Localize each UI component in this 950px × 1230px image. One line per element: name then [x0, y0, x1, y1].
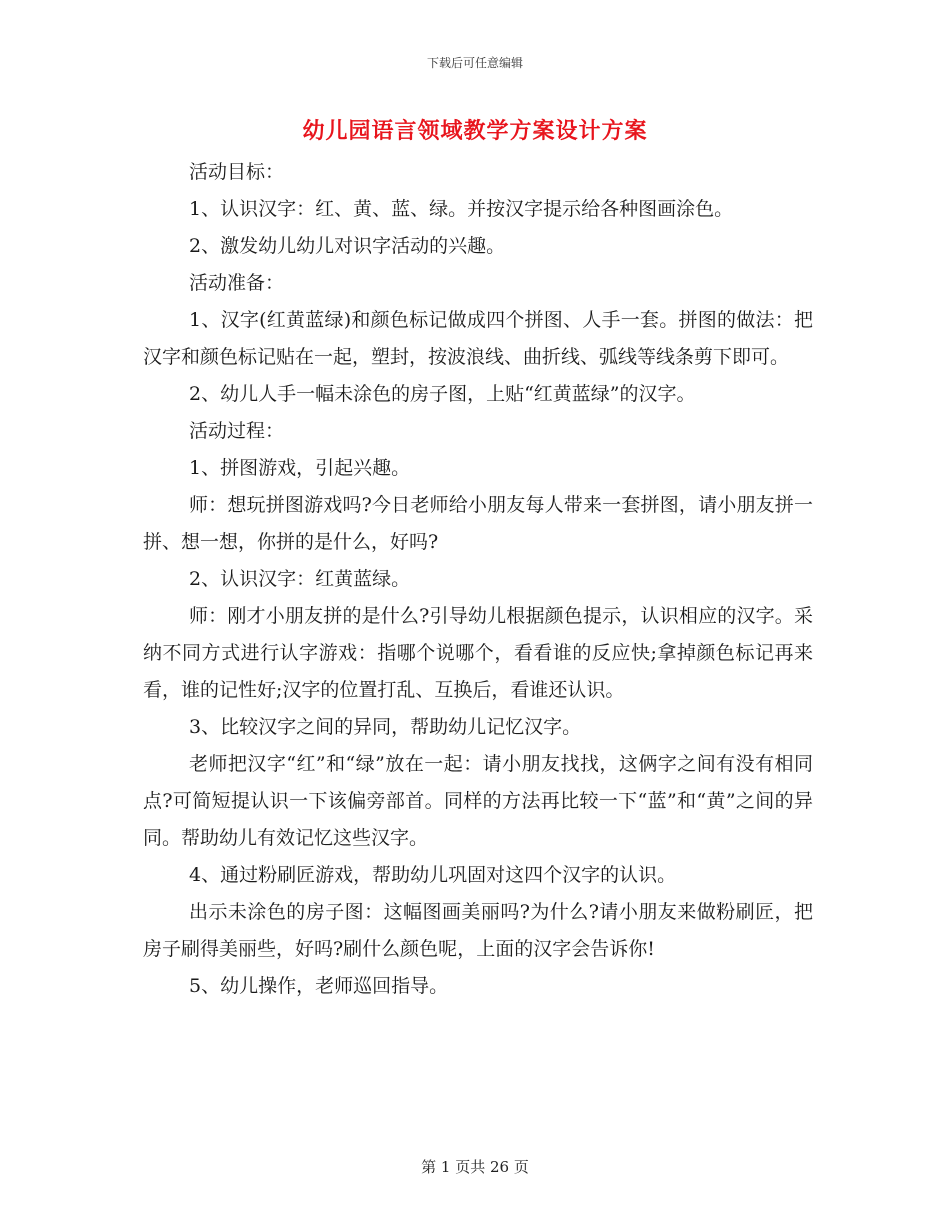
paragraph: 师：刚才小朋友拼的是什么?引导幼儿根据颜色提示，认识相应的汉字。采纳不同方式进行认字游戏：指哪个说哪个，看看谁的反应快;拿掉颜色标记再来看，谁的记性好;汉字的位置打乱、互换后，看谁还认识。 — [143, 605, 813, 701]
page-footer: 第 1 页共 26 页 — [421, 1158, 529, 1176]
document-title: 幼儿园语言领域教学方案设计方案 — [302, 118, 648, 144]
paragraph: 活动目标： — [189, 161, 285, 183]
paragraph: 3、比较汉字之间的异同，帮助幼儿记忆汉字。 — [189, 716, 582, 738]
paragraph: 出示未涂色的房子图：这幅图画美丽吗?为什么?请小朋友来做粉刷匠，把房子刷得美丽些，好吗?刷什么颜色呢，上面的汉字会告诉你! — [143, 901, 813, 960]
paragraph: 1、认识汉字：红、黄、蓝、绿。并按汉字提示给各种图画涂色。 — [189, 198, 734, 220]
paragraph: 2、幼儿人手一幅未涂色的房子图，上贴“红黄蓝绿”的汉字。 — [189, 383, 696, 405]
document-body — [143, 154, 813, 1005]
paragraph: 1、汉字(红黄蓝绿)和颜色标记做成四个拼图、人手一套。拼图的做法：把汉字和颜色标记贴在一起，塑封，按波浪线、曲折线、弧线等线条剪下即可。 — [143, 309, 813, 368]
paragraph: 师：想玩拼图游戏吗?今日老师给小朋友每人带来一套拼图，请小朋友拼一拼、想一想，你拼的是什么，好吗? — [143, 494, 813, 553]
paragraph: 1、拼图游戏，引起兴趣。 — [189, 457, 411, 479]
paragraph: 2、激发幼儿幼儿对识字活动的兴趣。 — [189, 235, 506, 257]
header-note: 下载后可任意编辑 — [426, 56, 523, 70]
paragraph: 活动过程： — [189, 420, 285, 442]
paragraph: 活动准备： — [189, 272, 285, 294]
paragraph: 4、通过粉刷匠游戏，帮助幼儿巩固对这四个汉字的认识。 — [189, 864, 677, 886]
paragraph: 老师把汉字“红”和“绿”放在一起：请小朋友找找，这俩字之间有没有相同点?可简短提认识一下该偏旁部首。同样的方法再比较一下“蓝”和“黄”之间的异同。帮助幼儿有效记忆这些汉字。 — [143, 753, 813, 849]
paragraph: 5、幼儿操作，老师巡回指导。 — [189, 975, 449, 997]
paragraph: 2、认识汉字：红黄蓝绿。 — [189, 568, 411, 590]
